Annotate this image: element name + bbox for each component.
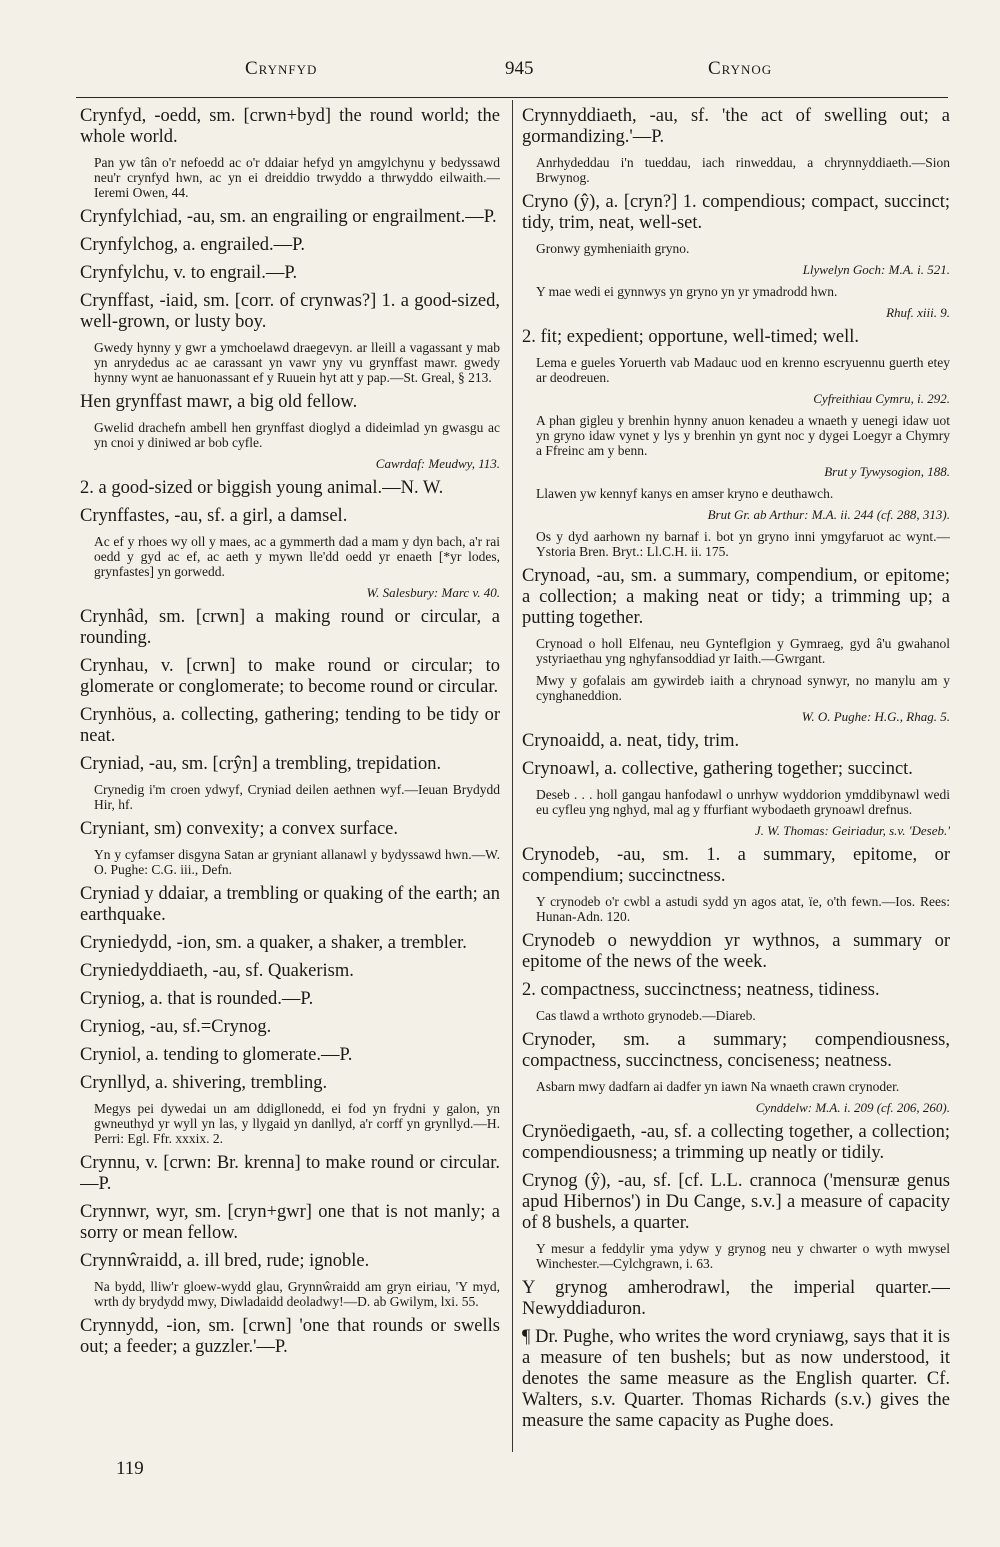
citation-source: Rhuf. xiii. 9. xyxy=(886,305,950,320)
citation-source: Brut Gr. ab Arthur: M.A. ii. 244 (cf. 288, 313). xyxy=(707,507,950,522)
dictionary-entry: Crynnydd, -ion, sm. [crwn] 'one that rounds or swells out; a feeder; a guzzler.'—P. xyxy=(80,1316,500,1357)
dictionary-entry: Crynhâd, sm. [crwn] a making round or circular, a rounding. xyxy=(80,607,500,648)
dictionary-entry: Crynoawl, a. collective, gathering together; succinct. xyxy=(522,759,913,779)
dictionary-entry: Crynnyddiaeth, -au, sf. 'the act of swelling out; a gormandizing.'—P. xyxy=(522,106,950,147)
dictionary-phrase: Crynodeb o newyddion yr wythnos, a summary or epitome of the news of the week. xyxy=(522,931,950,972)
citation-quote: Y mesur a feddylir yma ydyw y grynog neu y chwarter o wyth mwysel Winchester.—Cylchgrawn, i. 63. xyxy=(536,1241,950,1271)
citation-quote: Na bydd, lliw'r gloew-wydd glau, Grynnŵraidd am gryn eiriau, 'Y myd, wrth dy brydydd mwy, Diwladaidd deoladwy!—D. ab Gwilym, lxi. 55. xyxy=(94,1279,500,1309)
dictionary-entry: Crynfylchiad, -au, sm. an engrailing or engrailment.—P. xyxy=(80,207,497,227)
dictionary-entry: Crynffastes, -au, sf. a girl, a damsel. xyxy=(80,506,348,526)
dictionary-entry: Crynnu, v. [crwn: Br. krenna] to make round or circular.—P. xyxy=(80,1153,500,1194)
dictionary-phrase: Cryniad y ddaiar, a trembling or quaking of the earth; an earthquake. xyxy=(80,884,500,925)
citation-quote: Cas tlawd a wrthoto grynodeb.—Diareb. xyxy=(536,1008,756,1023)
signature-mark: 119 xyxy=(116,1458,144,1479)
citation-quote: Ac ef y rhoes wy oll y maes, ac a gymmerth dad a mam y dyn bach, a'r rai oedd y gyd ac ef, ac aeth y mywn lle'dd oedd yr enaeth [*yr lodes, grynfastes] yn gorwedd. xyxy=(94,534,500,579)
citation-source: Cyfreithiau Cymru, i. 292. xyxy=(813,391,950,406)
citation-quote: Crynoad o holl Elfenau, neu Gynteflgion y Gymraeg, gyd â'u gwahanol ystyriaethau yng nghyfansoddiad yr Iaith.—Gwrgant. xyxy=(536,636,950,666)
dictionary-entry: Cryniol, a. tending to glomerate.—P. xyxy=(80,1045,353,1065)
citation-quote: Yn y cyfamser disgyna Satan ar gryniant allanawl y bydyssawd hwn.—W. O. Pughe: C.G. iii., Defn. xyxy=(94,847,500,877)
dictionary-entry: Crynog (ŷ), -au, sf. [cf. L.L. crannoca ('mensuræ genus apud Hibernos') in Du Cange, s.v.] a measure of capacity of 8 bushels, a quarter. xyxy=(522,1171,950,1233)
citation-quote: Crynedig i'm croen ydwyf, Cryniad deilen aethnen wyf.—Ieuan Brydydd Hir, hf. xyxy=(94,782,500,812)
citation-quote: Pan yw tân o'r nefoedd ac o'r ddaiar hefyd yn amgylchynu y bedyssawd neu'r crynfyd hwn, ac yn ei dreiddio trwyddo a thrwyddo eilwaith.—Ieremi Owen, 44. xyxy=(94,155,500,200)
dictionary-entry: Crynodeb, -au, sm. 1. a summary, epitome, or compendium; succinctness. xyxy=(522,845,950,886)
page-number: 945 xyxy=(505,58,534,79)
header-rule xyxy=(76,97,948,98)
dictionary-entry: Crynffast, -iaid, sm. [corr. of crynwas?] 1. a good-sized, well-grown, or lusty boy. xyxy=(80,291,500,332)
dictionary-entry: ¶ Dr. Pughe, who writes the word cryniawg, says that it is a measure of ten bushels; but as now understood, it denotes the same measure as the English quarter. Cf. Walters, s.v. Quarter. Thomas Richards (s.v.) gives the measure the same capacity as Pughe does. xyxy=(522,1327,950,1431)
dictionary-phrase: Hen grynffast mawr, a big old fellow. xyxy=(80,392,358,412)
dictionary-phrase: Y grynog amherodrawl, the imperial quarter.—Newyddiaduron. xyxy=(522,1278,950,1319)
citation-quote: Megys pei dywedai un am ddigllonedd, ei fod yn frydni y galon, yn gwneuthyd yr wyll yn las, y llygaid yn danllyd, a'r corff yn grynllyd.—H. Perri: Egl. Ffr. xxxix. 2. xyxy=(94,1101,500,1146)
citation-quote: Os y dyd aarhown ny barnaf i. bot yn gryno inni ymgyfaruot ac wynt.—Ystoria Bren. Bryt.: Ll.C.H. ii. 175. xyxy=(536,529,950,559)
citation-source: J. W. Thomas: Geiriadur, s.v. 'Deseb.' xyxy=(754,823,950,838)
citation-source: Cawrdaf: Meudwy, 113. xyxy=(375,456,500,471)
dictionary-entry: Crynoad, -au, sm. a summary, compendium, or epitome; a collection; a making neat or tidy; a trimming up; a putting together. xyxy=(522,566,950,628)
dictionary-entry: Cryniog, -au, sf.=Crynog. xyxy=(80,1017,272,1037)
citation-quote: Deseb . . . holl gangau hanfodawl o unrhyw wyddorion ymddibynawl wedi eu cyfleu yng nghyd, mal ag y ffurfiant wybodaeth grynoawl drefnus. xyxy=(536,787,950,817)
dictionary-entry: Crynoaidd, a. neat, tidy, trim. xyxy=(522,731,740,751)
dictionary-entry: Cryniant, sm) convexity; a convex surface. xyxy=(80,819,398,839)
citation-quote: Gwelid drachefn ambell hen grynffast dioglyd a dideimlad yn gwasgu ac yn cnoi y diniwed ar bob cyfle. xyxy=(94,420,500,450)
citation-quote: Lema e gueles Yoruerth vab Madauc uod en krenno escryuennu guerth etey ar deodreuen. xyxy=(536,355,950,385)
citation-quote: Y crynodeb o'r cwbl a astudi sydd yn agos atat, ïe, o'th fewn.—Ios. Rees: Hunan-Adn. 120. xyxy=(536,894,950,924)
dictionary-entry: Crynllyd, a. shivering, trembling. xyxy=(80,1073,328,1093)
left-column xyxy=(80,106,500,1507)
dictionary-entry: Crynhau, v. [crwn] to make round or circular; to glomerate or conglomerate; to become round or circular. xyxy=(80,656,500,697)
citation-source: Brut y Tywysogion, 188. xyxy=(824,464,950,479)
citation-source: W. Salesbury: Marc v. 40. xyxy=(366,585,500,600)
dictionary-entry: Crynnŵraidd, a. ill bred, rude; ignoble. xyxy=(80,1251,370,1271)
right-column xyxy=(522,106,950,1507)
dictionary-entry: Crynfylchu, v. to engrail.—P. xyxy=(80,263,298,283)
dictionary-entry: 2. compactness, succinctness; neatness, tidiness. xyxy=(522,980,880,1000)
dictionary-entry: Cryno (ŷ), a. [cryn?] 1. compendious; compact, succinct; tidy, trim, neat, well-set. xyxy=(522,192,950,233)
dictionary-entry: Cryniedyddiaeth, -au, sf. Quakerism. xyxy=(80,961,354,981)
dictionary-entry: Crynfylchog, a. engrailed.—P. xyxy=(80,235,306,255)
citation-quote: Mwy y gofalais am gywirdeb iaith a chrynoad synwyr, no manylu am y cynghaneddion. xyxy=(536,673,950,703)
citation-quote: Y mae wedi ei gynnwys yn gryno yn yr ymadrodd hwn. xyxy=(536,284,838,299)
dictionary-entry: Crynhöus, a. collecting, gathering; tending to be tidy or neat. xyxy=(80,705,500,746)
dictionary-entry: 2. fit; expedient; opportune, well-timed; well. xyxy=(522,327,860,347)
citation-quote: Gwedy hynny y gwr a ymchoelawd draegevyn. ar lleill a vagassant y mab yn anrydedus ac ae carassant yn vawr yny vu grynffast mawr. gwedy hynny wynt ae hanuonassant ef y Ruuein hyt att y pap.—St. Greal, § 213. xyxy=(94,340,500,385)
dictionary-entry: Crynoder, sm. a summary; compendiousness, compactness, succinctness, conciseness; neatness. xyxy=(522,1030,950,1071)
citation-source: Cynddelw: M.A. i. 209 (cf. 206, 260). xyxy=(755,1100,950,1115)
citation-quote: Llawen yw kennyf kanys en amser kryno e deuthawch. xyxy=(536,486,834,501)
citation-quote: A phan gigleu y brenhin hynny anuon kenadeu a wnaeth y uenegi idaw uot yn gryno idaw vynet y lys y brenhin yn gynt noc y dygei Loegyr a Chymry a Ffreinc am y benn. xyxy=(536,413,950,458)
running-head-right: Crynog xyxy=(708,58,773,79)
running-head-left: Crynfyd xyxy=(245,58,318,79)
dictionary-entry: Cryniad, -au, sm. [crŷn] a trembling, trepidation. xyxy=(80,754,442,774)
dictionary-entry: Crynöedigaeth, -au, sf. a collecting together, a collection; compendiousness; a trimming up neatly or tidily. xyxy=(522,1122,950,1163)
citation-source: Llywelyn Goch: M.A. i. 521. xyxy=(802,262,950,277)
dictionary-entry: Crynfyd, -oedd, sm. [crwn+byd] the round world; the whole world. xyxy=(80,106,500,147)
dictionary-entry: Cryniog, a. that is rounded.—P. xyxy=(80,989,314,1009)
citation-quote: Asbarn mwy dadfarn ai dadfer yn iawn Na wnaeth crawn crynoder. xyxy=(536,1079,900,1094)
citation-quote: Gronwy gymheniaith gryno. xyxy=(536,241,690,256)
dictionary-entry: Crynnwr, wyr, sm. [cryn+gwr] one that is not manly; a sorry or mean fellow. xyxy=(80,1202,500,1243)
citation-source: W. O. Pughe: H.G., Rhag. 5. xyxy=(801,709,950,724)
dictionary-entry: 2. a good-sized or biggish young animal.—N. W. xyxy=(80,478,444,498)
dictionary-entry: Cryniedydd, -ion, sm. a quaker, a shaker, a trembler. xyxy=(80,933,467,953)
citation-quote: Anrhydeddau i'n tueddau, iach rinweddau, a chrynnyddiaeth.—Sion Brwynog. xyxy=(536,155,950,185)
column-divider xyxy=(512,100,513,1452)
